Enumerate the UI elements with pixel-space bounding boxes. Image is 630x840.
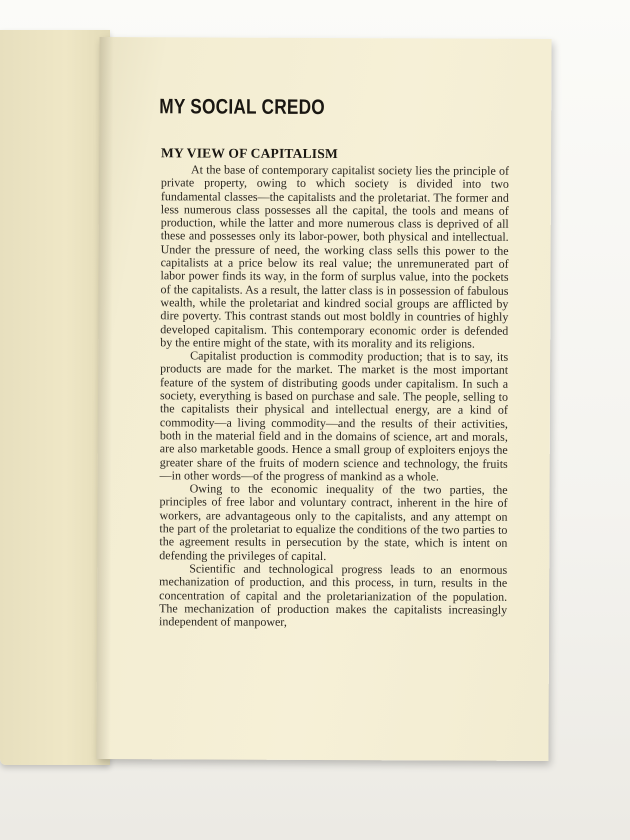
document-title: MY SOCIAL CREDO (159, 95, 326, 120)
paragraph-1: At the base of contemporary capitalist society lies the principle of private property, owing to which society is divided into two fundamental classes—the capitalists and the proletariat. The former and less numerous class possesses all the capital, the tools and means of production, while the latter and more numerous class is deprived of all these and possesses only its labor-power, both physical and intellectual. Under the pressure of need, the working class sells this power to the capitalists at a price below its real value; the unremunerated part of labor power finds its way, in the form of surplus value, into the pockets of the capitalists. As a result, the latter class is in possession of fabulous wealth, while the proletariat and kindred social groups are afflicted by dire poverty. This contrast stands out most boldly in countries of highly developed capitalism. This contemporary economic order is defended by the entire might of the state, with its morality and its religions. (160, 162, 510, 351)
document-page (96, 37, 551, 761)
spine-shadow (96, 37, 113, 759)
section-heading: MY VIEW OF CAPITALISM (161, 145, 338, 162)
paragraph-3: Owing to the economic inequality of the two parties, the principles of free labor and voluntary contract, inherent in the hire of workers, are advantageous only to the capitalists, and any attempt on the part of the proletariat to equalize the conditions of the two parties to the agreement results in persecution by the state, which is intent on defending the privileges of capital. (159, 481, 508, 563)
paragraph-2: Capitalist production is commodity production; that is to say, its products are made for the market. The market is the most important feature of the system of distributing goods under capitalism. In such a society, everything is based on purchase and sale. The people, selling to the capitalists their physical and intellectual energy, are a kind of commodity—a living commodity—and the results of their activities, both in the material field and in the domains of science, art and morals, are also marketable goods. Hence a small group of exploiters enjoys the greater share of the fruits of modern science and technology, the fruits—in other words—of the progress of mankind as a whole. (159, 348, 509, 484)
body-text (159, 163, 509, 630)
paragraph-4: Scientific and technological progress leads to an enormous mechanization of production, and this process, in turn, results in the concentration of capital and the proletarianization of the population. The mechanization of production makes the capitalists increasingly independent of manpower, (158, 561, 508, 629)
left-page-edge (0, 30, 110, 765)
